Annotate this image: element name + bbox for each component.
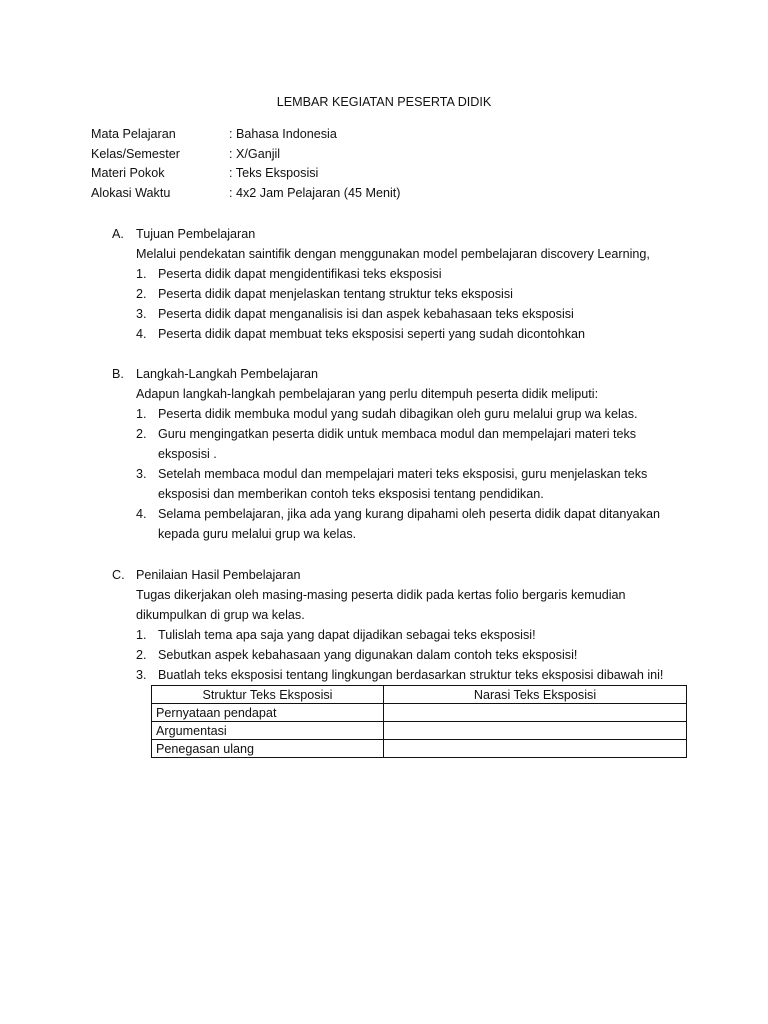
table-header-row <box>152 686 687 704</box>
section-title: Penilaian Hasil Pembelajaran <box>136 568 301 582</box>
meta-row-topic <box>91 164 401 184</box>
steps-list <box>136 404 692 544</box>
structure-table <box>151 685 687 758</box>
item-number: 1. <box>136 267 147 281</box>
meta-row-subject <box>91 125 401 145</box>
table-row <box>152 704 687 722</box>
list-item <box>136 504 692 544</box>
section-intro: Adapun langkah-langkah pembelajaran yang perlu ditempuh peserta didik meliputi: <box>136 387 599 401</box>
meta-value: : X/Ganjil <box>229 146 281 161</box>
section-letter: B. <box>112 367 124 381</box>
column-header: Narasi Teks Eksposisi <box>384 686 687 704</box>
task-list <box>136 625 692 685</box>
section-heading <box>112 565 692 585</box>
meta-value: : Teks Eksposisi <box>229 166 319 180</box>
section-body <box>136 384 692 544</box>
list-item <box>136 304 692 324</box>
item-number: 1. <box>136 628 147 642</box>
item-number: 4. <box>136 327 147 341</box>
item-number: 3. <box>136 668 147 682</box>
meta-value: : 4x2 Jam Pelajaran (45 Menit) <box>229 185 401 200</box>
section-body <box>136 585 692 685</box>
item-text: Sebutkan aspek kebahasaan yang digunakan dalam contoh teks eksposisi! <box>158 648 578 662</box>
item-number: 1. <box>136 407 147 421</box>
item-text: Tulislah tema apa saja yang dapat dijadikan sebagai teks eksposisi! <box>158 628 536 642</box>
section-title: Langkah-Langkah Pembelajaran <box>136 367 319 381</box>
section-intro: Tugas dikerjakan oleh masing-masing peserta didik pada kertas folio bergaris kemudian <box>136 588 626 602</box>
item-number: 2. <box>136 287 147 301</box>
table-row <box>152 722 687 740</box>
item-text: Peserta didik dapat menjelaskan tentang struktur teks eksposisi <box>158 287 513 301</box>
item-number: 2. <box>136 648 147 662</box>
item-text: Setelah membaca modul dan mempelajari materi teks eksposisi, guru menjelaskan teks <box>158 467 648 481</box>
item-text: Peserta didik dapat membuat teks eksposisi seperti yang sudah dicontohkan <box>158 327 586 341</box>
section-body <box>136 244 692 344</box>
list-item <box>136 324 692 344</box>
list-item <box>136 284 692 304</box>
item-number: 2. <box>136 427 147 441</box>
meta-row-class <box>91 145 401 165</box>
meta-label: Kelas/Semester <box>91 146 180 161</box>
meta-label: Materi Pokok <box>91 166 165 180</box>
list-item <box>136 404 692 424</box>
section-title: Tujuan Pembelajaran <box>136 227 256 241</box>
list-item <box>136 645 692 665</box>
list-item <box>136 264 692 284</box>
section-heading <box>112 364 692 384</box>
item-text-continued: kepada guru melalui grup wa kelas. <box>158 527 357 541</box>
identity-block <box>91 125 401 203</box>
table-cell-empty[interactable] <box>384 704 687 722</box>
item-number: 3. <box>136 467 147 481</box>
section-intro: Melalui pendekatan saintifik dengan menggunakan model pembelajaran discovery Learning, <box>136 247 650 261</box>
item-number: 3. <box>136 307 147 321</box>
section-assessment <box>112 565 692 685</box>
section-letter: A. <box>112 227 124 241</box>
list-item <box>136 424 692 464</box>
section-intro-continued: dikumpulkan di grup wa kelas. <box>136 608 305 622</box>
meta-value: : Bahasa Indonesia <box>229 127 337 141</box>
table-cell-empty[interactable] <box>384 740 687 758</box>
table-cell-empty[interactable] <box>384 722 687 740</box>
item-text: Guru mengingatkan peserta didik untuk membaca modul dan mempelajari materi teks <box>158 427 637 441</box>
list-item <box>136 464 692 504</box>
item-text: Buatlah teks eksposisi tentang lingkungan berdasarkan struktur teks eksposisi dibawah ini! <box>158 668 664 682</box>
section-learning-objectives <box>112 224 692 344</box>
column-header: Struktur Teks Eksposisi <box>152 686 384 704</box>
section-letter: C. <box>112 568 125 582</box>
item-text-continued: eksposisi . <box>158 447 217 461</box>
table-cell: Argumentasi <box>152 722 384 740</box>
section-learning-steps <box>112 364 692 544</box>
meta-label: Mata Pelajaran <box>91 127 176 141</box>
table-cell: Penegasan ulang <box>152 740 384 758</box>
section-heading <box>112 224 692 244</box>
item-text: Peserta didik dapat mengidentifikasi teks eksposisi <box>158 267 442 281</box>
item-text: Peserta didik membuka modul yang sudah dibagikan oleh guru melalui grup wa kelas. <box>158 407 638 421</box>
document-title: LEMBAR KEGIATAN PESERTA DIDIK <box>276 95 492 109</box>
table-cell: Pernyataan pendapat <box>152 704 384 722</box>
table-row <box>152 740 687 758</box>
list-item <box>136 665 692 685</box>
item-text: Selama pembelajaran, jika ada yang kurang dipahami oleh peserta didik dapat ditanyakan <box>158 507 660 521</box>
list-item <box>136 625 692 645</box>
objective-list <box>136 264 692 344</box>
item-text: Peserta didik dapat menganalisis isi dan aspek kebahasaan teks eksposisi <box>158 307 574 321</box>
item-text-continued: eksposisi dan memberikan contoh teks eksposisi tentang pendidikan. <box>158 487 544 501</box>
item-number: 4. <box>136 507 147 521</box>
meta-label: Alokasi Waktu <box>91 185 171 200</box>
meta-row-time <box>91 184 401 204</box>
